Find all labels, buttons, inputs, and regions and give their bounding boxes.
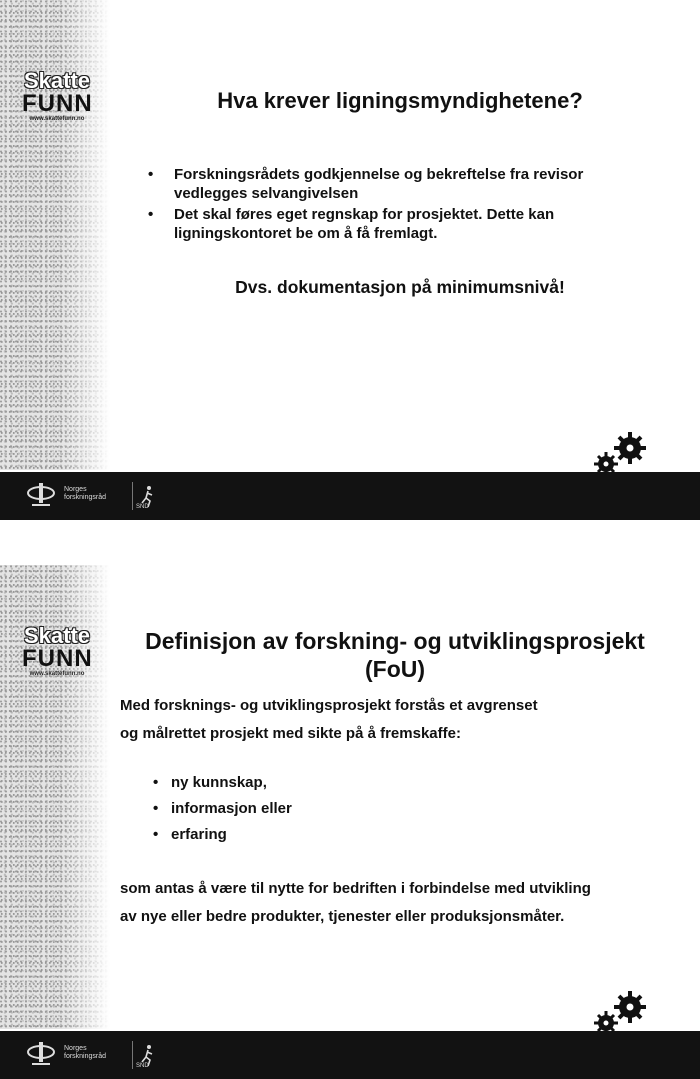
footer-org-name — [64, 486, 106, 502]
bullet-item: • ny kunnskap, — [153, 770, 292, 796]
bullet-item: • Det skal føres eget regnskap for prosjektet. Dette kan ligningskontoret be om å få fremlagt. — [148, 205, 648, 243]
title-line1: Definisjon av forskning- og utviklingsprosjekt — [145, 628, 645, 654]
outro-line1: som antas å være til nytte for bedriften i forbindelse med utvikling — [120, 880, 591, 897]
skattefunn-logo — [22, 625, 92, 677]
bullet-item: • Forskningsrådets godkjennelse og bekreftelse fra revisor vedlegges selvangivelsen — [148, 165, 648, 203]
org-line2: forskningsråd — [64, 494, 107, 501]
slide-title: Hva krever ligningsmyndighetene? — [217, 88, 583, 113]
intro-paragraph — [120, 692, 680, 748]
outro-line2: av nye eller bedre produkter, tjenester eller produksjonsmåter. — [120, 908, 565, 925]
intro-line2: og målrettet prosjekt med sikte på å fremskaffe: — [120, 725, 461, 742]
slide-title — [120, 627, 670, 683]
org-line2: forskningsråd — [64, 1053, 107, 1060]
logo-line2: FUNN — [22, 645, 93, 672]
footer-divider — [132, 482, 133, 510]
snd-label: SND — [136, 504, 149, 510]
outro-paragraph — [120, 875, 680, 931]
bullet-list — [148, 165, 648, 245]
bullet-list — [153, 770, 292, 848]
title-line2: (FoU) — [364, 656, 426, 682]
footer-divider — [132, 1041, 133, 1069]
slide-2 — [0, 565, 700, 1079]
logo-line2: FUNN — [22, 90, 93, 117]
norges-forskningsrad-emblem-icon — [26, 1039, 56, 1069]
logo-line1: Skatte — [23, 623, 91, 648]
gears-icon — [592, 989, 656, 1033]
bullet-item: • erfaring — [153, 822, 292, 848]
logo-line1: Skatte — [23, 68, 91, 93]
emphasis-text: Dvs. dokumentasjon på minimumsnivå! — [235, 277, 565, 297]
logo-url: www.skattefunn.no — [29, 116, 85, 122]
gears-icon — [592, 430, 656, 474]
org-line1: Norges — [64, 486, 87, 493]
logo-url: www.skattefunn.no — [29, 671, 85, 677]
footer-org-name — [64, 1045, 106, 1061]
bullet-item: • informasjon eller — [153, 796, 292, 822]
slide-1 — [0, 0, 700, 520]
snd-label: SND — [136, 1063, 149, 1069]
footer-bar — [0, 472, 700, 520]
org-line1: Norges — [64, 1045, 87, 1052]
norges-forskningsrad-emblem-icon — [26, 480, 56, 510]
intro-line1: Med forsknings- og utviklingsprosjekt forstås et avgrenset — [120, 697, 538, 714]
skattefunn-logo — [22, 70, 92, 122]
footer-bar — [0, 1031, 700, 1079]
